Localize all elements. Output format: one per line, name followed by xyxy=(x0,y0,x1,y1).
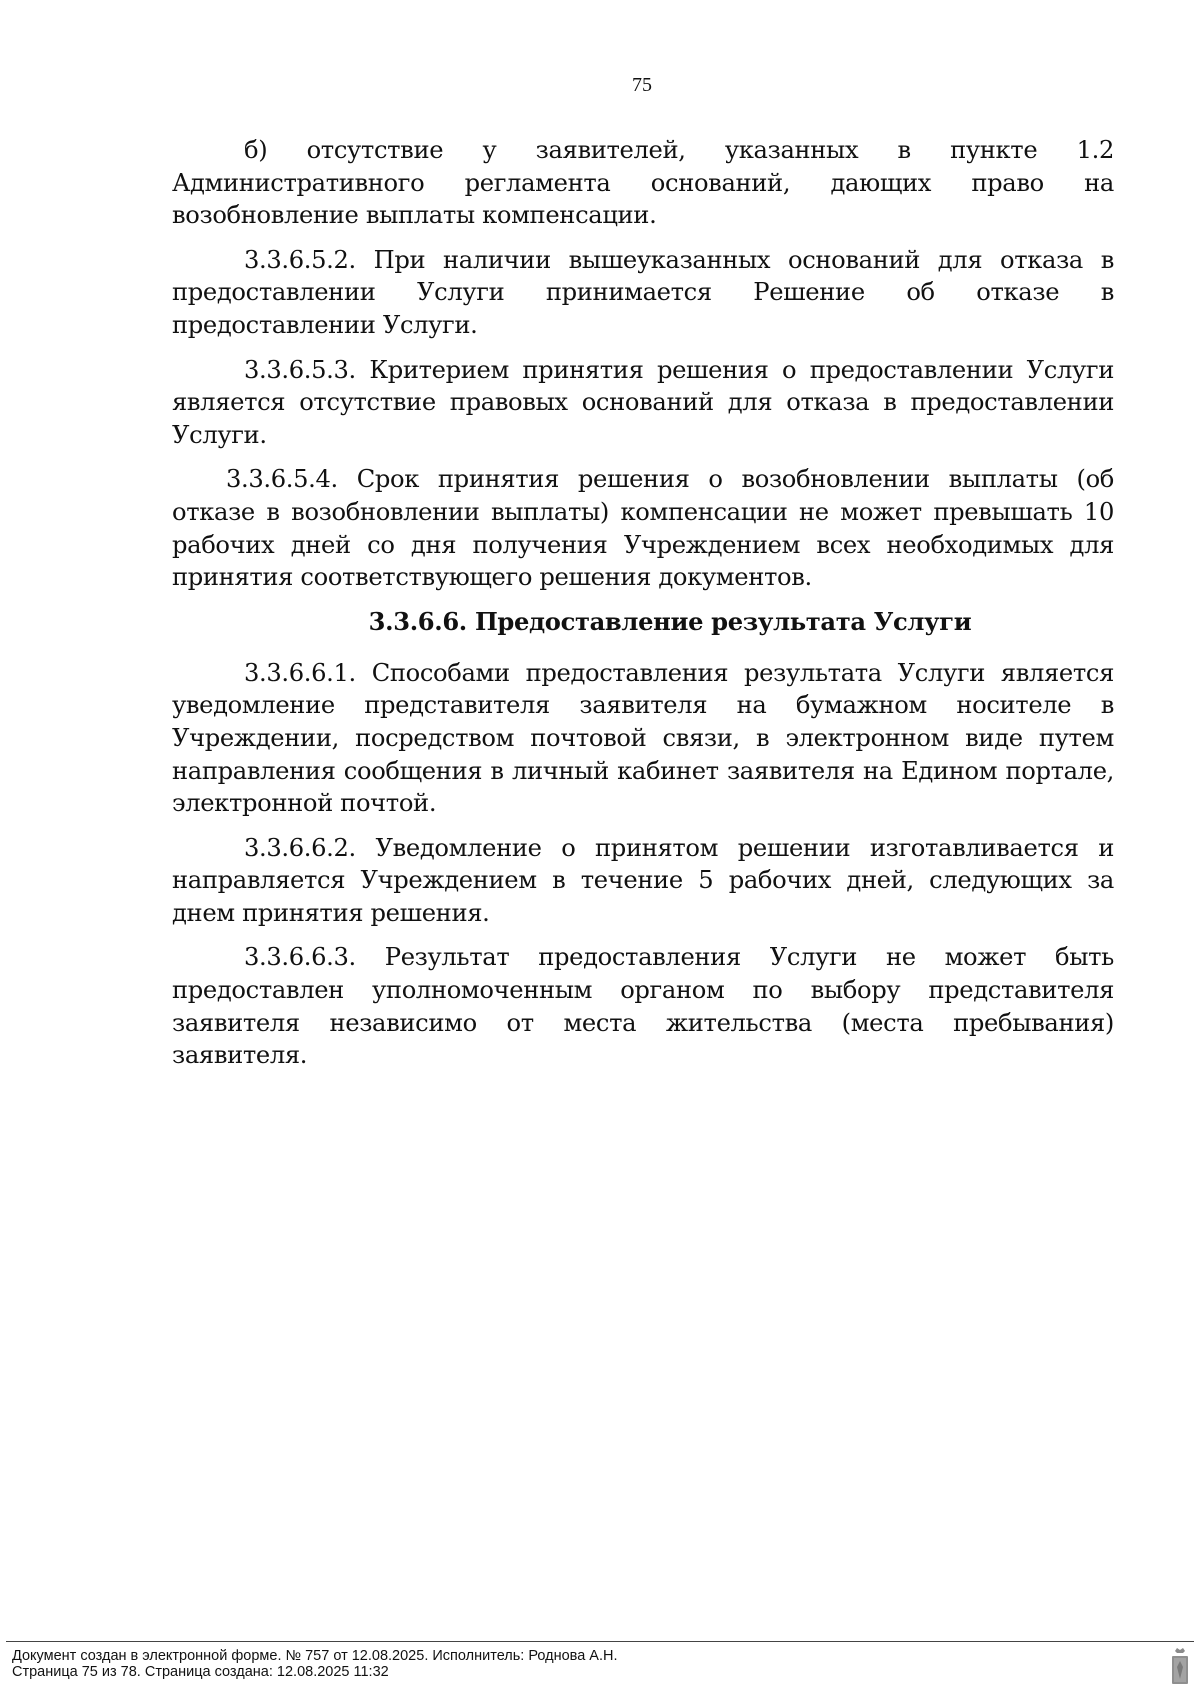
paragraph-3-3-6-5-4: 3.3.6.5.4. Срок принятия решения о возобновлении выплаты (об отказе в возобновлении выплаты) компенсации не может превышать 10 рабочих дней со дня получения Учреждением всех необходимых для принятия соответствующего решения документов. xyxy=(172,465,1114,592)
document-body xyxy=(172,134,1114,1084)
footer-divider xyxy=(6,1641,1194,1642)
footer xyxy=(12,1648,618,1680)
page-number: 75 xyxy=(632,74,652,96)
paragraph-3-3-6-5-3: 3.3.6.5.3. Критерием принятия решения о предоставлении Услуги является отсутствие правовых оснований для отказа в предоставлении Услуги. xyxy=(172,355,1114,449)
footer-line-document: Документ создан в электронной форме. № 757 от 12.08.2025. Исполнитель: Роднова А.Н. xyxy=(12,1648,618,1664)
section-heading: 3.3.6.6. Предоставление результата Услуги xyxy=(368,606,972,636)
paragraph-3-3-6-6-3: 3.3.6.6.3. Результат предоставления Услуги не может быть предоставлен уполномоченным органом по выбору представителя заявителя независимо от места жительства (места пребывания) заявителя. xyxy=(172,943,1114,1070)
paragraph-3-3-6-6-2: 3.3.6.6.2. Уведомление о принятом решении изготавливается и направляется Учреждением в течение 5 рабочих дней, следующих за днем принятия решения. xyxy=(172,833,1114,927)
paragraph-b: б) отсутствие у заявителей, указанных в пункте 1.2 Административного регламента оснований, дающих право на возобновление выплаты компенсации. xyxy=(172,136,1114,230)
coat-of-arms-icon xyxy=(1170,1647,1190,1687)
paragraph-3-3-6-6-1: 3.3.6.6.1. Способами предоставления результата Услуги является уведомление представителя заявителя на бумажном носителе в Учреждении, посредством почтовой связи, в электронном виде путем направления сообщения в личный кабинет заявителя на Едином портале, электронной почтой. xyxy=(172,658,1114,818)
footer-line-page: Страница 75 из 78. Страница создана: 12.08.2025 11:32 xyxy=(12,1664,389,1680)
paragraph-3-3-6-5-2: 3.3.6.5.2. При наличии вышеуказанных оснований для отказа в предоставлении Услуги принимается Решение об отказе в предоставлении Услуги. xyxy=(172,245,1114,339)
